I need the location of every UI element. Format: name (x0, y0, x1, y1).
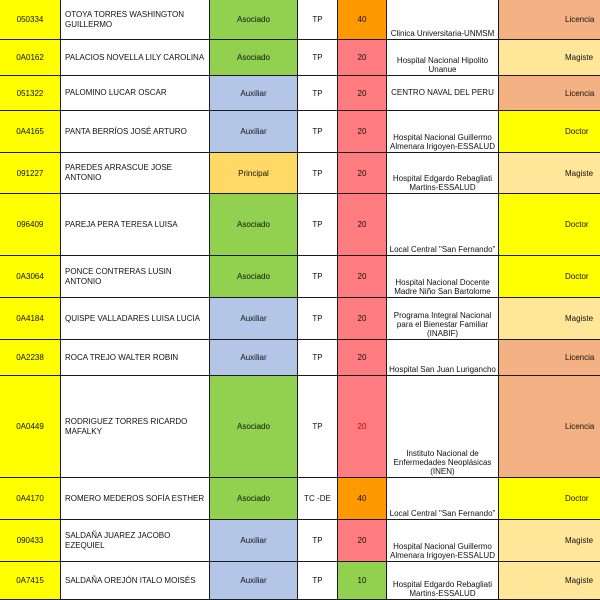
hours-cell: 20 (338, 76, 387, 111)
name-cell: RODRIGUEZ TORRES RICARDO MAFALKY (61, 376, 210, 478)
grade-cell: Magiste (499, 40, 600, 76)
name-cell: ROMERO MEDEROS SOFÍA ESTHER (61, 478, 210, 520)
table-row (0, 376, 600, 478)
institution-cell: Hospital Nacional Guillermo Almenara Irigoyen-ESSALUD (387, 111, 499, 153)
code-cell: 096409 (0, 194, 61, 256)
dedication-cell: TP (298, 111, 338, 153)
table-row (0, 0, 600, 40)
dedication-cell: TP (298, 340, 338, 376)
name-cell: SALDAÑA OREJÓN ITALO MOISÉS (61, 562, 210, 600)
code-cell: 090433 (0, 520, 61, 562)
dedication-cell: TP (298, 520, 338, 562)
dedication-cell: TP (298, 194, 338, 256)
hours-cell: 40 (338, 0, 387, 40)
institution-cell: Clinica Universitaria-UNMSM (387, 0, 499, 40)
table-row (0, 562, 600, 600)
code-cell: 0A4165 (0, 111, 61, 153)
category-cell: Auxiliar (210, 520, 298, 562)
category-cell: Asociado (210, 40, 298, 76)
table-row (0, 478, 600, 520)
hours-cell: 20 (338, 376, 387, 478)
grade-cell: Licencia (499, 340, 600, 376)
hours-cell: 40 (338, 478, 387, 520)
category-cell: Auxiliar (210, 111, 298, 153)
hours-cell: 20 (338, 111, 387, 153)
code-cell: 051322 (0, 76, 61, 111)
grade-cell: Doctor (499, 256, 600, 298)
institution-cell: Hospital Edgardo Rebagliati Martins-ESSALUD (387, 153, 499, 194)
category-cell: Auxiliar (210, 562, 298, 600)
institution-cell: Hospital Nacional Guillermo Almenara Irigoyen-ESSALUD (387, 520, 499, 562)
grade-cell: Doctor (499, 194, 600, 256)
hours-cell: 20 (338, 520, 387, 562)
code-cell: 0A0162 (0, 40, 61, 76)
table-row (0, 194, 600, 256)
table-row (0, 340, 600, 376)
institution-cell: Hospital Nacional Hipolito Unanue (387, 40, 499, 76)
category-cell: Auxiliar (210, 76, 298, 111)
hours-cell: 20 (338, 298, 387, 340)
table-row (0, 520, 600, 562)
name-cell: PAREDES ARRASCUE JOSE ANTONIO (61, 153, 210, 194)
table-row (0, 76, 600, 111)
table-row (0, 298, 600, 340)
institution-cell: CENTRO NAVAL DEL PERU (387, 76, 499, 111)
dedication-cell: TP (298, 298, 338, 340)
code-cell: 0A0449 (0, 376, 61, 478)
grade-cell: Licencia (499, 0, 600, 40)
dedication-cell: TC -DE (298, 478, 338, 520)
dedication-cell: TP (298, 0, 338, 40)
code-cell: 0A3064 (0, 256, 61, 298)
name-cell: PALOMINO LUCAR OSCAR (61, 76, 210, 111)
code-cell: 091227 (0, 153, 61, 194)
hours-cell: 10 (338, 562, 387, 600)
dedication-cell: TP (298, 256, 338, 298)
code-cell: 0A7415 (0, 562, 61, 600)
dedication-cell: TP (298, 40, 338, 76)
code-cell: 0A4184 (0, 298, 61, 340)
table-row (0, 40, 600, 76)
institution-cell: Instituto Nacional de Enfermedades Neoplásicas (INEN) (387, 376, 499, 478)
dedication-cell: TP (298, 562, 338, 600)
grade-cell: Magiste (499, 153, 600, 194)
category-cell: Asociado (210, 194, 298, 256)
hours-cell: 20 (338, 340, 387, 376)
grade-cell: Doctor (499, 478, 600, 520)
institution-cell: Local Central "San Fernando" (387, 194, 499, 256)
name-cell: PALACIOS NOVELLA LILY CAROLINA (61, 40, 210, 76)
hours-cell: 20 (338, 153, 387, 194)
dedication-cell: TP (298, 76, 338, 111)
name-cell: PAREJA PERA TERESA LUISA (61, 194, 210, 256)
category-cell: Auxiliar (210, 298, 298, 340)
name-cell: PONCE CONTRERAS LUSIN ANTONIO (61, 256, 210, 298)
code-cell: 0A2238 (0, 340, 61, 376)
dedication-cell: TP (298, 153, 338, 194)
institution-cell: Local Central "San Fernando" (387, 478, 499, 520)
grade-cell: Magiste (499, 520, 600, 562)
category-cell: Asociado (210, 256, 298, 298)
grade-cell: Magiste (499, 562, 600, 600)
code-cell: 0A4170 (0, 478, 61, 520)
code-cell: 050334 (0, 0, 61, 40)
institution-cell: Programa Integral Nacional para el Bienestar Familiar (INABIF) (387, 298, 499, 340)
grade-cell: Magiste (499, 298, 600, 340)
grade-cell: Licencia (499, 376, 600, 478)
name-cell: SALDAÑA JUAREZ JACOBO EZEQUIEL (61, 520, 210, 562)
category-cell: Asociado (210, 478, 298, 520)
institution-cell: Hospital Nacional Docente Madre Niño San Bartolome (387, 256, 499, 298)
grade-cell: Licencia (499, 76, 600, 111)
institution-cell: Hospital Edgardo Rebagliati Martins-ESSALUD (387, 562, 499, 600)
table-row (0, 153, 600, 194)
name-cell: PANTA BERRÍOS JOSÉ ARTURO (61, 111, 210, 153)
institution-cell: Hospital San Juan Lurigancho (387, 340, 499, 376)
hours-cell: 20 (338, 194, 387, 256)
category-cell: Asociado (210, 376, 298, 478)
category-cell: Auxiliar (210, 340, 298, 376)
dedication-cell: TP (298, 376, 338, 478)
table-row (0, 111, 600, 153)
table-row (0, 256, 600, 298)
name-cell: ROCA TREJO WALTER ROBIN (61, 340, 210, 376)
grade-cell: Doctor (499, 111, 600, 153)
category-cell: Principal (210, 153, 298, 194)
hours-cell: 20 (338, 40, 387, 76)
name-cell: QUISPE VALLADARES LUISA LUCIA (61, 298, 210, 340)
hours-cell: 20 (338, 256, 387, 298)
category-cell: Asociado (210, 0, 298, 40)
name-cell: OTOYA TORRES WASHINGTON GUILLERMO (61, 0, 210, 40)
